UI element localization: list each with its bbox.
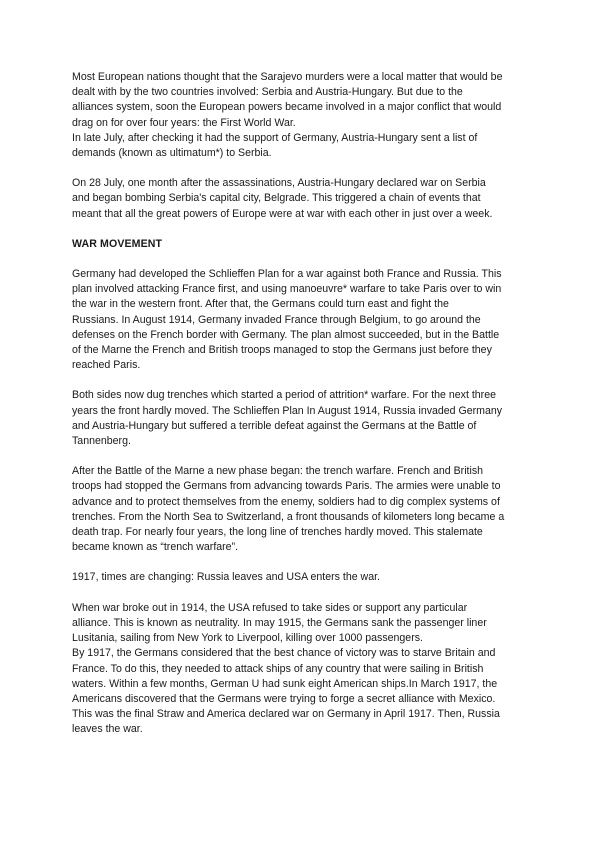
year-1917-line: 1917, times are changing: Russia leaves and USA enters the war. xyxy=(72,571,380,584)
document-page xyxy=(72,70,532,753)
trenches-paragraph: Both sides now dug trenches which started a period of attrition* warfare. For the next three years the front hardly moved. The Schlieffen Plan In August 1914, Russia invaded Germany and Austria-Hungary but suffered a terrible defeat against the Germans at the Battle of Tannenberg. xyxy=(72,389,503,448)
section-heading: WAR MOVEMENT xyxy=(72,237,163,250)
marne-paragraph: After the Battle of the Marne a new phase began: the trench warfare. French and British troops had stopped the Germans from advancing towards Paris. The armies were unable to advance and to protect themselves from the enemy, soldiers had to dig complex systems of trenches. From the North Sea to Switzerland, a front thousands of kilometers long became a death trap. For nearly four years, the long line of trenches hardly moved. This stalemate became known as “trench warfare”. xyxy=(72,465,505,554)
schlieffen-paragraph: Germany had developed the Schlieffen Plan for a war against both France and Russia. This plan involved attacking France first, and using manoeuvre* warfare to take Paris over to win the war in the western front. After that, the Germans could turn east and fight the Russians. In August 1914, Germany invaded France through Belgium, to go around the defenses on the French border with Germany. The plan almost succeeded, but in the Battle of the Marne the French and British troops managed to stop the Germans just before they reached Paris. xyxy=(72,268,502,372)
intro-paragraph: Most European nations thought that the Sarajevo murders were a local matter that would be dealt with by the two countries involved: Serbia and Austria-Hungary. But due to the alliances system, soon the European powers became involved in a major conflict that would drag on for over four years: the First World War. In late July, after checking it had the support of Germany, Austria-Hungary sent a list of demands (known as ultimatum*) to Serbia. xyxy=(72,71,503,160)
declaration-paragraph: On 28 July, one month after the assassinations, Austria-Hungary declared war on Serbia and began bombing Serbia's capital city, Belgrade. This triggered a chain of events that meant that all the great powers of Europe were at war with each other in just over a week. xyxy=(72,177,493,220)
usa-paragraph: When war broke out in 1914, the USA refused to take sides or support any particular alliance. This is known as neutrality. In may 1915, the Germans sank the passenger liner Lusitania, sailing from New York to Liverpool, killing over 1000 passengers. By 1917, the Germans considered that the best chance of victory was to starve Britain and France. To do this, they needed to attack ships of any country that were sailing in British waters. Within a few months, German U had sunk eight American ships.In March 1917, the Americans discovered that the Germans were trying to forge a secret alliance with Mexico. This was the final Straw and America declared war on Germany in April 1917. Then, Russia leaves the war. xyxy=(72,601,500,736)
